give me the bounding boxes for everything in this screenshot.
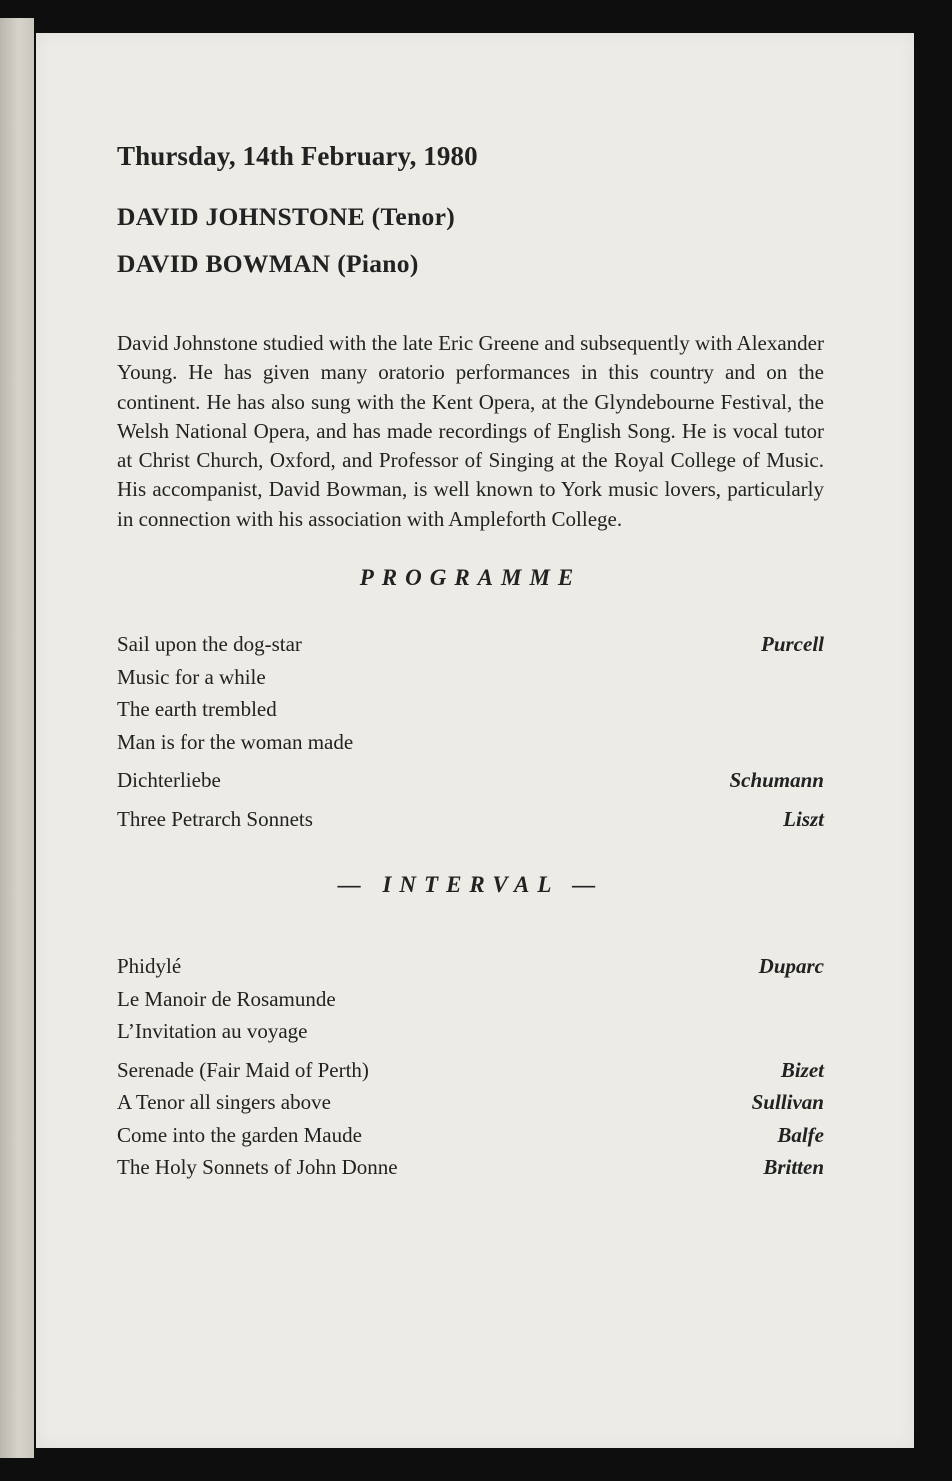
composer-name: Britten — [763, 1155, 824, 1180]
piece-title: The earth trembled — [117, 697, 277, 722]
programme-item — [117, 1119, 824, 1152]
composer-name: Purcell — [761, 632, 824, 657]
programme-page — [36, 33, 914, 1448]
piece-title: Music for a while — [117, 664, 266, 689]
piece-title: Serenade (Fair Maid of Perth) — [117, 1057, 369, 1082]
interval-heading: — INTERVAL — — [337, 872, 604, 898]
piece-title: Phidylé — [117, 954, 182, 979]
performer-piano: DAVID BOWMAN (Piano) — [117, 249, 419, 278]
piece-title: Three Petrarch Sonnets — [117, 806, 313, 831]
composer-name: Sullivan — [751, 1090, 824, 1115]
composer-name: Bizet — [780, 1057, 824, 1082]
programme-item — [117, 950, 824, 983]
programme-item — [117, 764, 824, 797]
programme-heading: PROGRAMME — [359, 565, 582, 591]
piece-title: Come into the garden Maude — [117, 1122, 362, 1147]
programme-item — [117, 1015, 824, 1048]
programme-item — [117, 661, 824, 694]
programme-item — [117, 983, 824, 1016]
programme-second-half — [117, 950, 824, 1184]
programme-item — [117, 803, 824, 836]
programme-item — [117, 693, 824, 726]
biography-paragraph: David Johnstone studied with the late Eric Greene and subsequently with Alexander Young. He has given many oratorio performances in this country and on the continent. He has also sung with the Kent Opera, at the Glyndebourne Festival, the Welsh National Opera, and has made recordings of English Song. He is vocal tutor at Christ Church, Oxford, and Professor of Singing at the Royal College of Music. His accompanist, David Bowman, is well known to York music lovers, particularly in connection with his association with Ampleforth College. — [117, 331, 824, 531]
piece-title: A Tenor all singers above — [117, 1090, 331, 1115]
concert-date: Thursday, 14th February, 1980 — [117, 141, 478, 171]
programme-item — [117, 628, 824, 661]
programme-item — [117, 1151, 824, 1184]
programme-item — [117, 726, 824, 759]
piece-title: Man is for the woman made — [117, 729, 354, 754]
composer-name: Schumann — [729, 768, 824, 793]
piece-title: The Holy Sonnets of John Donne — [117, 1155, 398, 1180]
programme-item — [117, 1054, 824, 1087]
performer-tenor: DAVID JOHNSTONE (Tenor) — [117, 202, 455, 231]
programme-item — [117, 1086, 824, 1119]
programme-first-half — [117, 628, 824, 835]
adjacent-page-edge — [0, 18, 34, 1458]
piece-title: Dichterliebe — [117, 768, 221, 793]
composer-name: Balfe — [777, 1122, 824, 1147]
composer-name: Duparc — [758, 954, 824, 979]
performers — [117, 202, 824, 296]
page-content — [117, 141, 824, 1184]
piece-title: L’Invitation au voyage — [117, 1019, 308, 1044]
composer-name: Liszt — [783, 806, 824, 831]
piece-title: Sail upon the dog-star — [117, 632, 302, 657]
piece-title: Le Manoir de Rosamunde — [117, 986, 336, 1011]
